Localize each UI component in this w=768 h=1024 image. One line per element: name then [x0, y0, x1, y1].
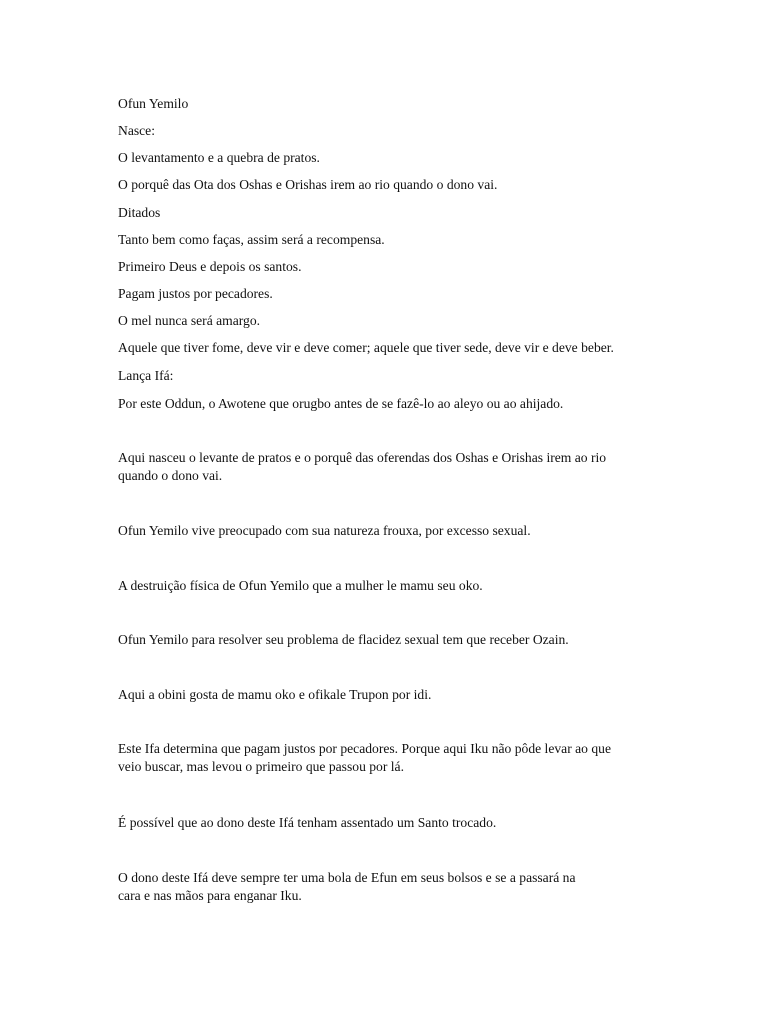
paragraph-line: Ofun Yemilo para resolver seu problema de flacidez sexual tem que receber Ozain. — [118, 632, 569, 647]
nasce-heading: Nasce: — [118, 123, 155, 138]
paragraph-line: Ofun Yemilo vive preocupado com sua natureza frouxa, por excesso sexual. — [118, 523, 531, 538]
ditado-line: Tanto bem como faças, assim será a recompensa. — [118, 232, 385, 247]
ditados-heading: Ditados — [118, 205, 161, 220]
paragraph-line: Aqui nasceu o levante de pratos e o porquê das oferendas dos Oshas e Orishas irem ao rio — [118, 450, 607, 465]
ditado-line: Pagam justos por pecadores. — [118, 286, 273, 301]
paragraph-line: quando o dono vai. — [118, 468, 223, 483]
paragraph-line: cara e nas mãos para enganar Iku. — [118, 888, 302, 903]
lanca-text: Por este Oddun, o Awotene que orugbo antes de se fazê-lo ao aleyo ou ao ahijado. — [118, 396, 564, 411]
paragraph-line: A destruição física de Ofun Yemilo que a mulher le mamu seu oko. — [118, 578, 483, 593]
ditado-line: Primeiro Deus e depois os santos. — [118, 259, 302, 274]
ditado-line: O mel nunca será amargo. — [118, 313, 261, 328]
paragraph-line: Este Ifa determina que pagam justos por pecadores. Porque aqui Iku não pôde levar ao que — [118, 741, 611, 756]
lanca-heading: Lança Ifá: — [118, 368, 174, 383]
paragraph-line: O dono deste Ifá deve sempre ter uma bola de Efun em seus bolsos e se a passará na — [118, 870, 576, 885]
ditado-line: Aquele que tiver fome, deve vir e deve comer; aquele que tiver sede, deve vir e deve beber. — [118, 340, 614, 355]
document-title: Ofun Yemilo — [118, 96, 189, 111]
paragraph-line: veio buscar, mas levou o primeiro que passou por lá. — [118, 759, 404, 774]
paragraph-line: É possível que ao dono deste Ifá tenham assentado um Santo trocado. — [118, 815, 497, 830]
nasce-line: O porquê das Ota dos Oshas e Orishas irem ao rio quando o dono vai. — [118, 177, 498, 192]
paragraph-line: Aqui a obini gosta de mamu oko e ofikale Trupon por idi. — [118, 687, 432, 702]
nasce-line: O levantamento e a quebra de pratos. — [118, 150, 320, 165]
